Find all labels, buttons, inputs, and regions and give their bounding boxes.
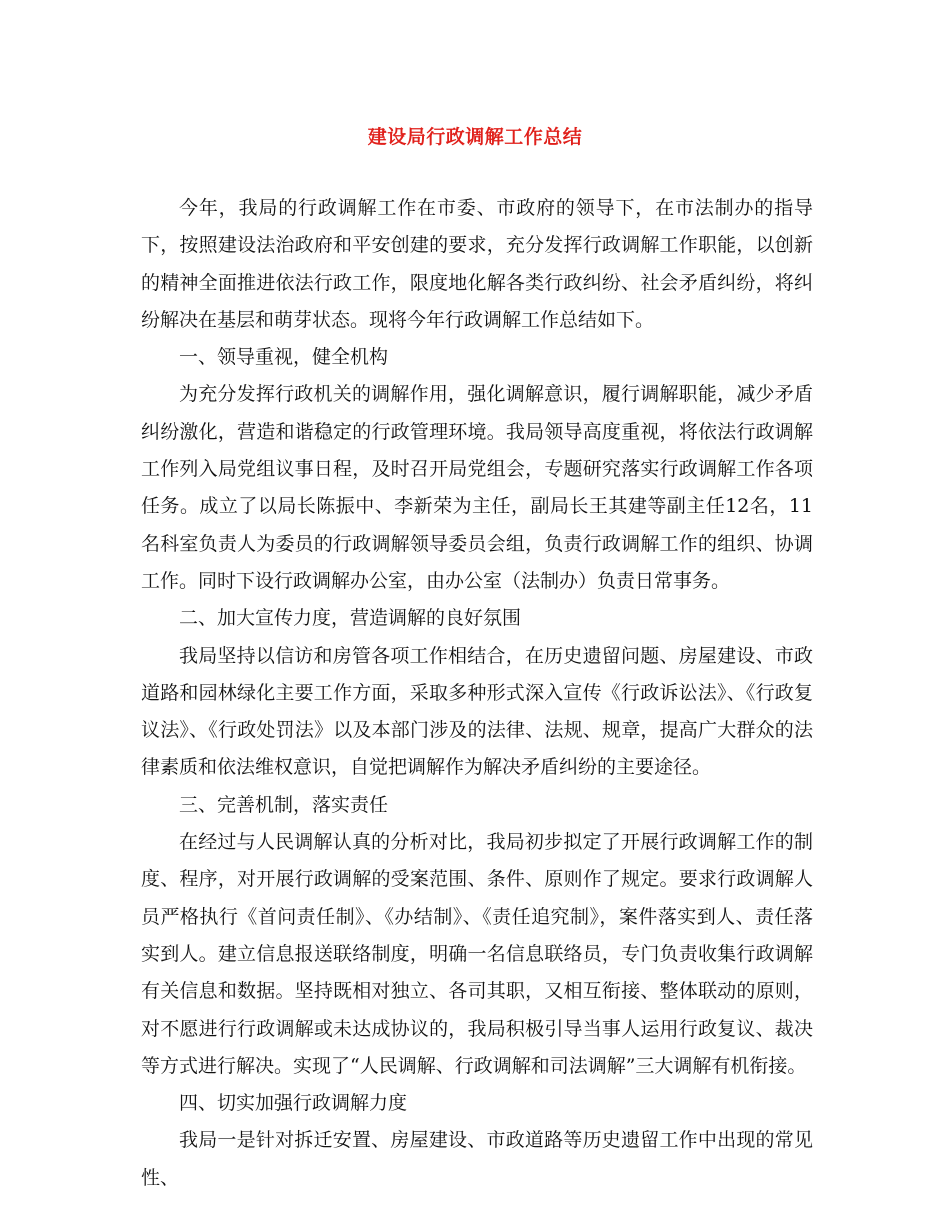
document-title: 建设局行政调解工作总结 — [367, 126, 583, 148]
intro-paragraph: 今年，我局的行政调解工作在市委、市政府的领导下，在市法制办的指导下，按照建设法治政府和平安创建的要求，充分发挥行政调解工作职能，以创新的精神全面推进依法行政工作，限度地化解各类行政纠纷、社会矛盾纠纷，将纠纷解决在基层和萌芽状态。现将今年行政调解工作总结如下。 — [141, 197, 813, 331]
section-heading-3: 三、完善机制，落实责任 — [179, 793, 389, 816]
document-body — [141, 190, 813, 1197]
section-paragraph-1: 为充分发挥行政机关的调解作用，强化调解意识，履行调解职能，减少矛盾纠纷激化，营造和谐稳定的行政管理环境。我局领导高度重视，将依法行政调解工作列入局党组议事日程，及时召开局党组会，专题研究落实行政调解工作各项任务。成立了以局长陈振中、李新荣为主任，副局长王其建等副主任12名，11名科室负责人为委员的行政调解领导委员会组，负责行政调解工作的组织、协调工作。同时下设行政调解办公室，由办公室（法制办）负责日常事务。 — [141, 383, 813, 592]
section-heading-2: 二、加大宣传力度，营造调解的良好氛围 — [179, 607, 522, 630]
section-heading-1: 一、领导重视，健全机构 — [179, 346, 389, 369]
section-heading-4: 四、切实加强行政调解力度 — [179, 1092, 408, 1115]
section-paragraph-4: 我局一是针对拆迁安置、房屋建设、市政道路等历史遗留工作中出现的常见性、 — [141, 1129, 813, 1189]
section-paragraph-3: 在经过与人民调解认真的分析对比，我局初步拟定了开展行政调解工作的制度、程序，对开展行政调解的受案范围、条件、原则作了规定。要求行政调解人员严格执行《首问责任制》、《办结制》、《责任追究制》，案件落实到人、责任落实到人。建立信息报送联络制度，明确一名信息联络员，专门负责收集行政调解有关信息和数据。坚持既相对独立、各司其职，又相互衔接、整体联动的原则，对不愿进行行政调解或未达成协议的，我局积极引导当事人运用行政复议、裁决等方式进行解决。实现了“人民调解、行政调解和司法调解”三大调解有机衔接。 — [141, 831, 813, 1077]
section-paragraph-2: 我局坚持以信访和房管各项工作相结合，在历史遗留问题、房屋建设、市政道路和园林绿化主要工作方面，采取多种形式深入宣传《行政诉讼法》、《行政复议法》、《行政处罚法》以及本部门涉及的法律、法规、规章，提高广大群众的法律素质和依法维权意识，自觉把调解作为解决矛盾纠纷的主要途径。 — [141, 644, 813, 779]
